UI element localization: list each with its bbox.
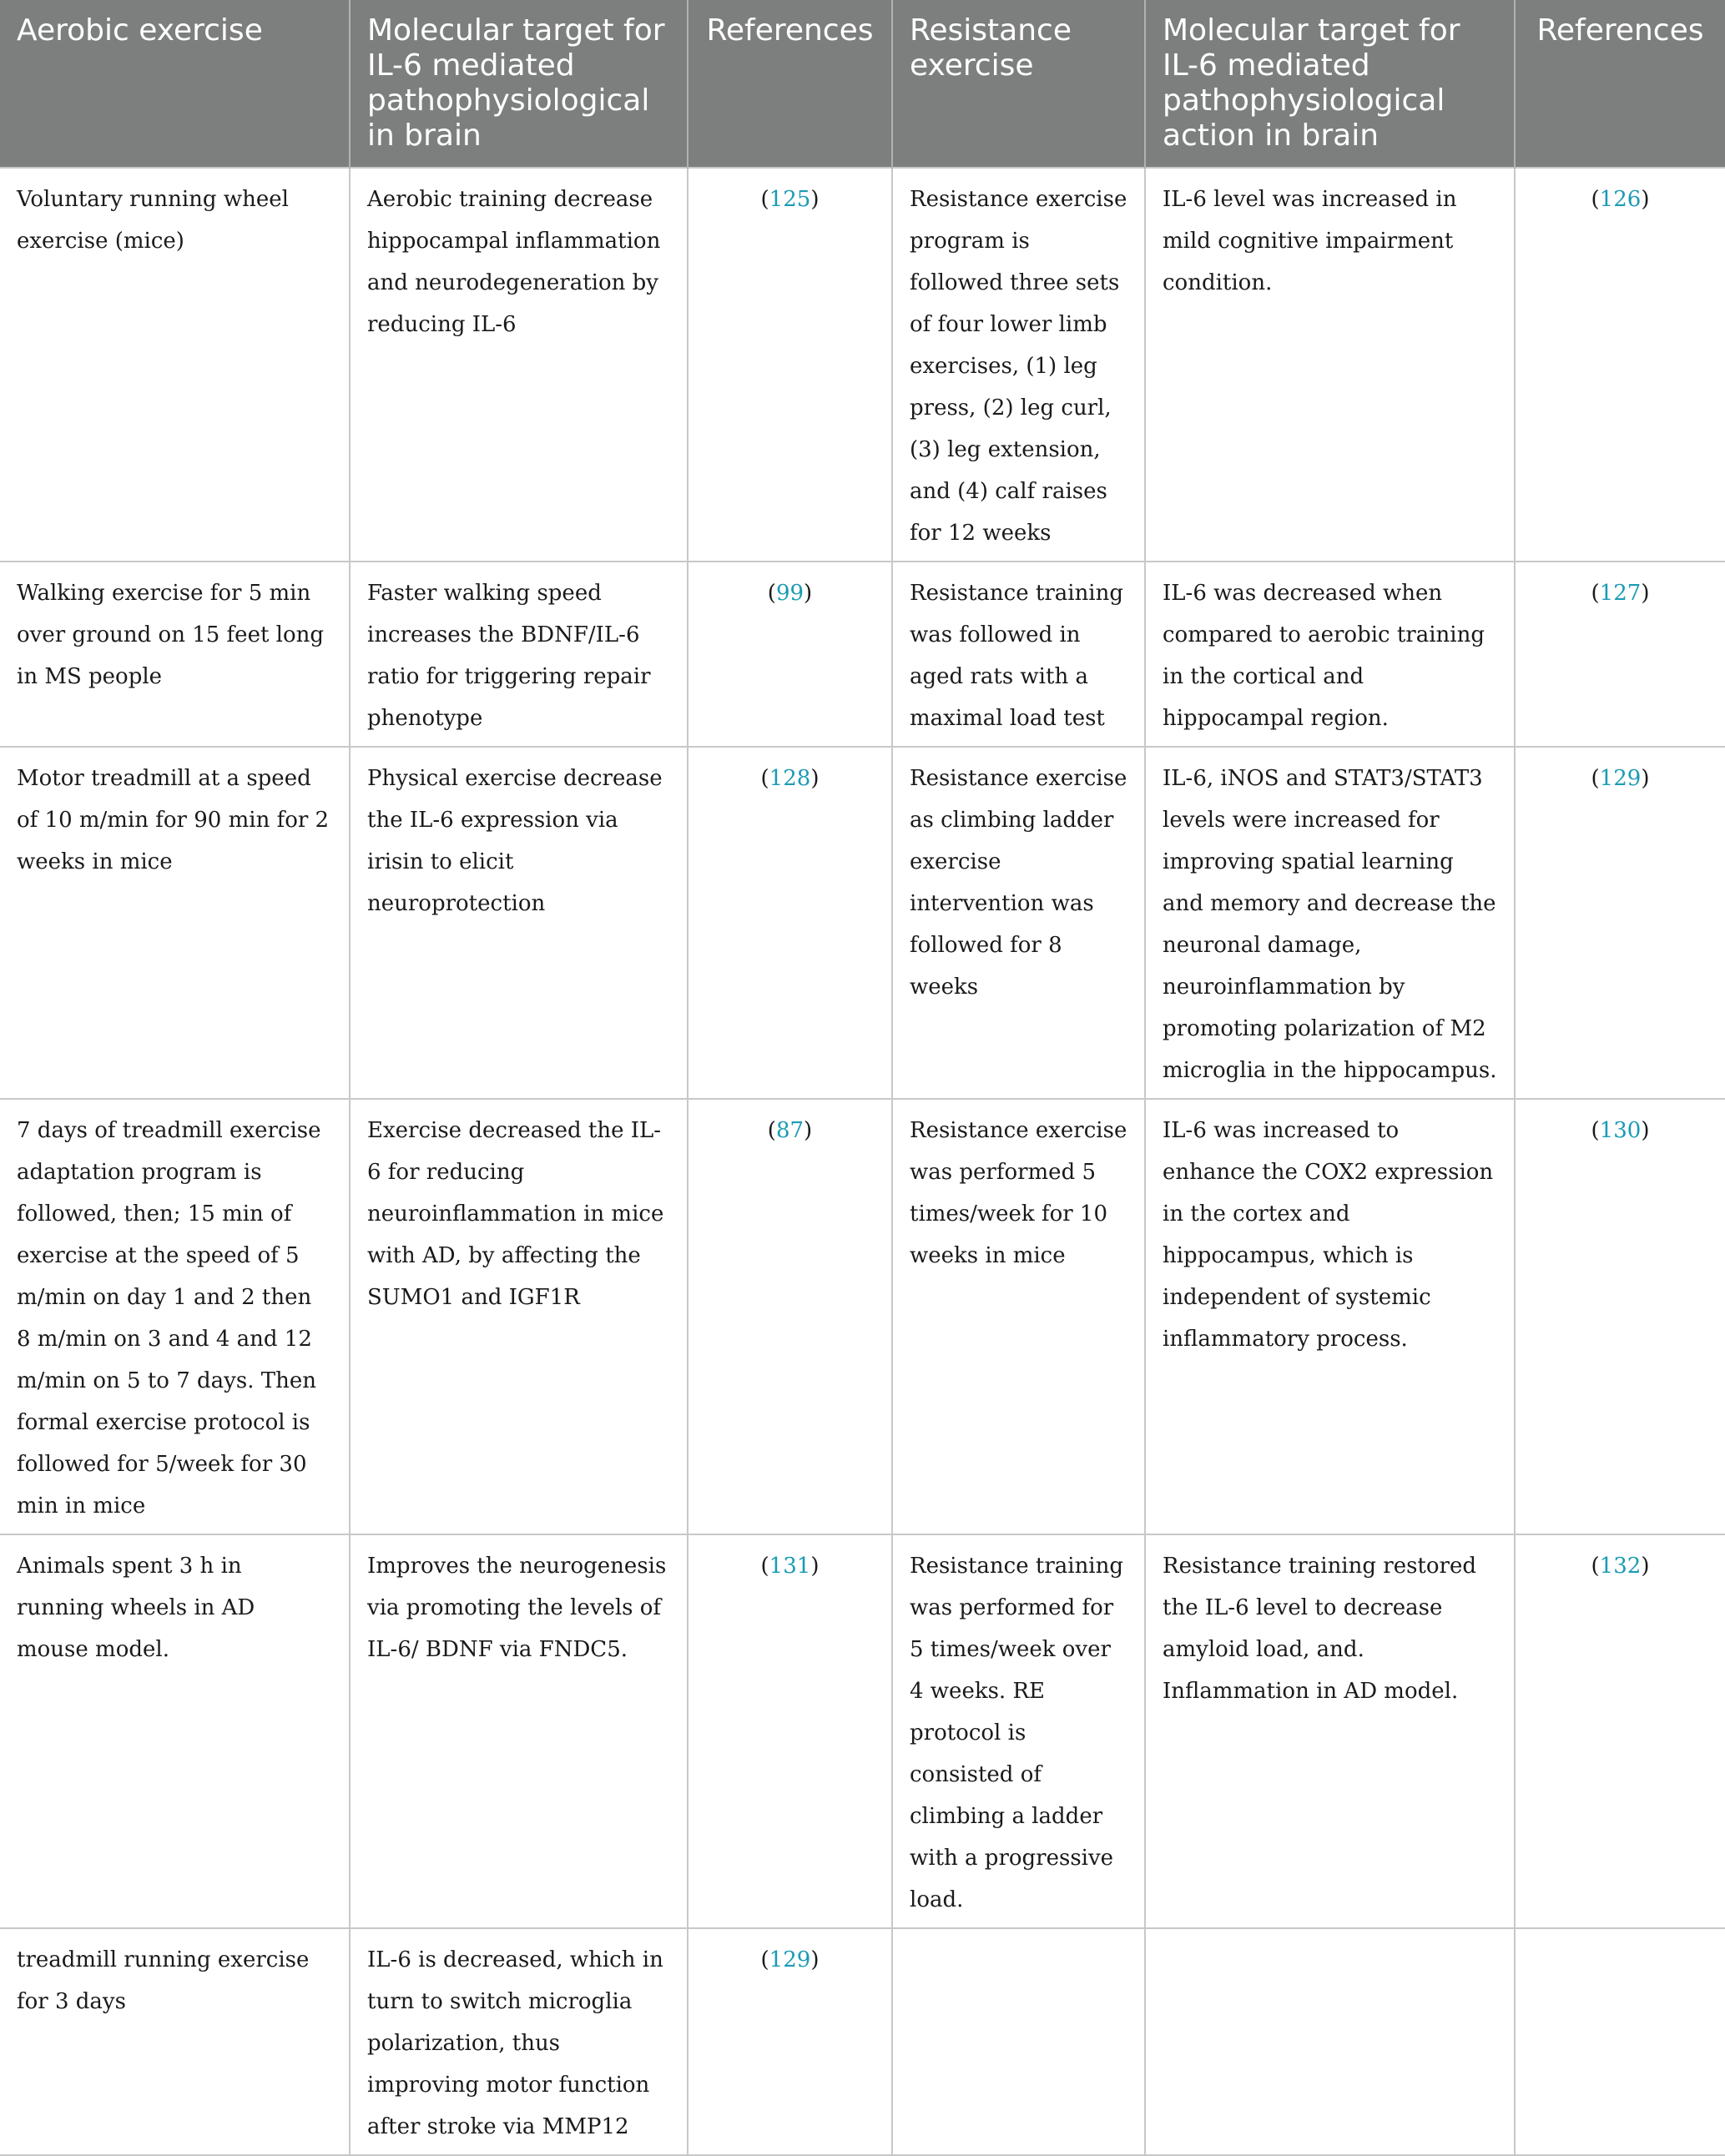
aerobic-target-cell: Aerobic training decrease hippocampal inflammation and neurodegeneration by reducing IL-6 bbox=[350, 168, 688, 562]
header-aerobic-references: References bbox=[688, 0, 892, 168]
resistance-target-cell: IL-6 was increased to enhance the COX2 expression in the cortex and hippocampus, which is independent of systemic inflammatory process. bbox=[1145, 1099, 1515, 1534]
reference-link[interactable]: 130 bbox=[1599, 1118, 1642, 1143]
resistance-target-cell: Resistance training restored the IL-6 level to decrease amyloid load, and. Inflammation in AD model. bbox=[1145, 1534, 1515, 1928]
table-row bbox=[0, 747, 1725, 1099]
resistance-exercise-cell bbox=[892, 1928, 1145, 2155]
aerobic-exercise-cell: 7 days of treadmill exercise adaptation program is followed, then; 15 min of exercise at the speed of 5 m/min on day 1 and 2 then 8 m/min on 3 and 4 and 12 m/min on 5 to 7 days. Then formal exercise protocol is followed for 5/week for 30 min in mice bbox=[0, 1099, 350, 1534]
resistance-exercise-cell: Resistance exercise was performed 5 times/week for 10 weeks in mice bbox=[892, 1099, 1145, 1534]
header-aerobic-molecular-target: Molecular target for IL-6 mediated pathophysiological in brain bbox=[350, 0, 688, 168]
resistance-exercise-cell: Resistance exercise as climbing ladder exercise intervention was followed for 8 weeks bbox=[892, 747, 1145, 1099]
header-aerobic-exercise: Aerobic exercise bbox=[0, 0, 350, 168]
table-row bbox=[0, 1099, 1725, 1534]
table-row bbox=[0, 562, 1725, 747]
resistance-exercise-cell: Resistance exercise program is followed three sets of four lower limb exercises, (1) leg press, (2) leg curl, (3) leg extension, and (4) calf raises for 12 weeks bbox=[892, 168, 1145, 562]
resistance-target-cell: IL-6 was decreased when compared to aerobic training in the cortical and hippocampal region. bbox=[1145, 562, 1515, 747]
header-resistance-references: References bbox=[1515, 0, 1725, 168]
reference-link[interactable]: 99 bbox=[775, 581, 804, 606]
reference-link[interactable]: 125 bbox=[769, 187, 811, 212]
table-header bbox=[0, 0, 1725, 168]
table-row bbox=[0, 168, 1725, 562]
resistance-reference-cell: (130) bbox=[1515, 1099, 1725, 1534]
reference-link[interactable]: 132 bbox=[1599, 1554, 1642, 1579]
aerobic-exercise-cell: Walking exercise for 5 min over ground on 15 feet long in MS people bbox=[0, 562, 350, 747]
reference-link[interactable]: 87 bbox=[775, 1118, 804, 1143]
header-resistance-molecular-target: Molecular target for IL-6 mediated pathophysiological action in brain bbox=[1145, 0, 1515, 168]
resistance-reference-cell: (129) bbox=[1515, 747, 1725, 1099]
resistance-target-cell bbox=[1145, 1928, 1515, 2155]
reference-link[interactable]: 128 bbox=[769, 766, 811, 791]
aerobic-exercise-cell: treadmill running exercise for 3 days bbox=[0, 1928, 350, 2155]
table-row bbox=[0, 1928, 1725, 2155]
reference-link[interactable]: 131 bbox=[769, 1554, 811, 1579]
aerobic-target-cell: Physical exercise decrease the IL-6 expression via irisin to elicit neuroprotection bbox=[350, 747, 688, 1099]
reference-link[interactable]: 127 bbox=[1599, 581, 1642, 606]
reference-link[interactable]: 126 bbox=[1599, 187, 1642, 212]
resistance-reference-cell: (126) bbox=[1515, 168, 1725, 562]
resistance-reference-cell: (132) bbox=[1515, 1534, 1725, 1928]
reference-link[interactable]: 129 bbox=[1599, 766, 1642, 791]
aerobic-exercise-cell: Voluntary running wheel exercise (mice) bbox=[0, 168, 350, 562]
resistance-exercise-cell: Resistance training was followed in aged rats with a maximal load test bbox=[892, 562, 1145, 747]
resistance-reference-cell bbox=[1515, 1928, 1725, 2155]
aerobic-reference-cell: (125) bbox=[688, 168, 892, 562]
resistance-target-cell: IL-6 level was increased in mild cognitive impairment condition. bbox=[1145, 168, 1515, 562]
aerobic-target-cell: Faster walking speed increases the BDNF/IL-6 ratio for triggering repair phenotype bbox=[350, 562, 688, 747]
resistance-exercise-cell: Resistance training was performed for 5 times/week over 4 weeks. RE protocol is consisted of climbing a ladder with a progressive load. bbox=[892, 1534, 1145, 1928]
aerobic-reference-cell: (128) bbox=[688, 747, 892, 1099]
aerobic-exercise-cell: Animals spent 3 h in running wheels in AD mouse model. bbox=[0, 1534, 350, 1928]
header-resistance-exercise: Resistance exercise bbox=[892, 0, 1145, 168]
aerobic-reference-cell: (129) bbox=[688, 1928, 892, 2155]
reference-link[interactable]: 129 bbox=[769, 1947, 811, 1972]
aerobic-target-cell: IL-6 is decreased, which in turn to switch microglia polarization, thus improving motor function after stroke via MMP12 bbox=[350, 1928, 688, 2155]
resistance-reference-cell: (127) bbox=[1515, 562, 1725, 747]
aerobic-target-cell: Improves the neurogenesis via promoting the levels of IL-6/ BDNF via FNDC5. bbox=[350, 1534, 688, 1928]
aerobic-target-cell: Exercise decreased the IL-6 for reducing neuroinflammation in mice with AD, by affecting the SUMO1 and IGF1R bbox=[350, 1099, 688, 1534]
aerobic-reference-cell: (99) bbox=[688, 562, 892, 747]
table-row bbox=[0, 1534, 1725, 1928]
aerobic-reference-cell: (131) bbox=[688, 1534, 892, 1928]
aerobic-exercise-cell: Motor treadmill at a speed of 10 m/min for 90 min for 2 weeks in mice bbox=[0, 747, 350, 1099]
table-body bbox=[0, 168, 1725, 2155]
header-row bbox=[0, 0, 1725, 168]
resistance-target-cell: IL-6, iNOS and STAT3/STAT3 levels were increased for improving spatial learning and memory and decrease the neuronal damage, neuroinflammation by promoting polarization of M2 microglia in the hippocampus. bbox=[1145, 747, 1515, 1099]
aerobic-reference-cell: (87) bbox=[688, 1099, 892, 1534]
